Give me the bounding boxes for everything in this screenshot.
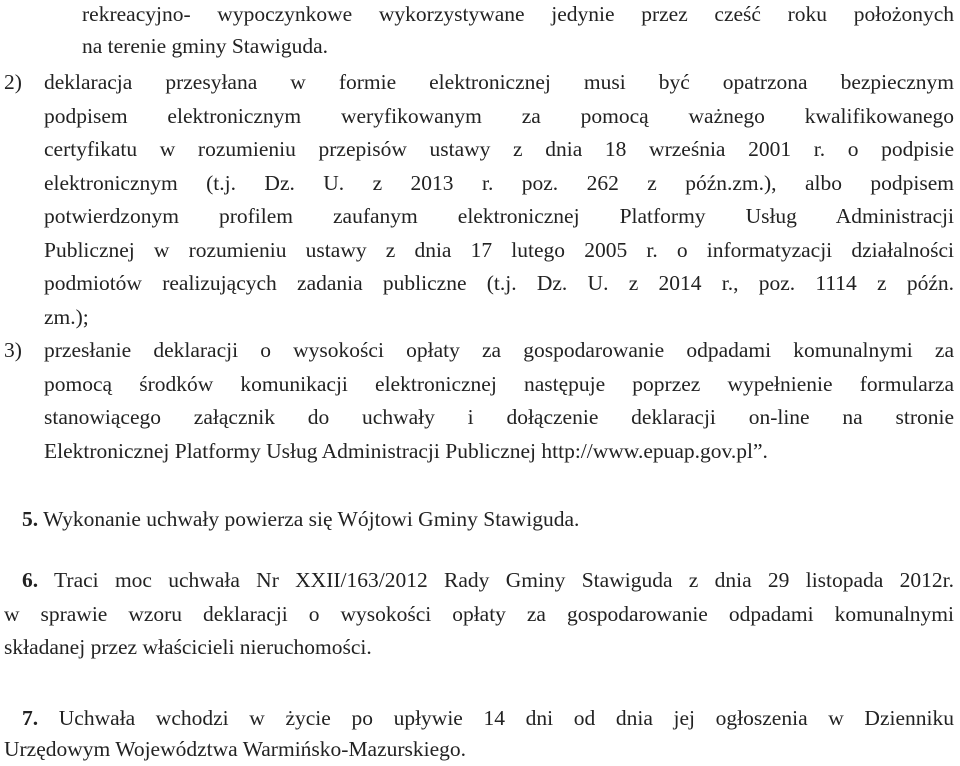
paragraph-7-text-1: Uchwała wchodzi w życie po upływie 14 dni od dnia jej ogłoszenia w Dzienniku [58, 706, 954, 730]
item-2-line-6: Publicznej w rozumieniu ustawy z dnia 17 lutego 2005 r. o informatyzacji działalności [44, 238, 954, 262]
item-2-line-8: zm.); [44, 305, 89, 329]
intro-line-1: rekreacyjno- wypoczynkowe wykorzystywane jedynie przez cześć roku położonych [82, 2, 954, 26]
item-3-line-1: przesłanie deklaracji o wysokości opłaty za gospodarowanie odpadami komunalnymi za [44, 338, 954, 362]
item-3-line-2: pomocą środków komunikacji elektronicznej następuje poprzez wypełnienie formularza [44, 372, 954, 396]
paragraph-6-line-3: składanej przez właścicieli nieruchomości. [4, 635, 372, 659]
paragraph-5-text: Wykonanie uchwały powierza się Wójtowi Gminy Stawiguda. [43, 507, 580, 531]
item-2-line-2: podpisem elektronicznym weryfikowanym za pomocą ważnego kwalifikowanego [44, 104, 954, 128]
paragraph-7-number: 7. [22, 706, 39, 730]
paragraph-6-text-1: Traci moc uchwała Nr XXII/163/2012 Rady Gminy Stawiguda z dnia 29 listopada 2012r. [54, 568, 954, 592]
item-2-line-3: certyfikatu w rozumieniu przepisów ustawy z dnia 18 września 2001 r. o podpisie [44, 137, 954, 161]
item-2-line-5: potwierdzonym profilem zaufanym elektronicznej Platformy Usług Administracji [44, 204, 954, 228]
paragraph-7-line-2: Urzędowym Województwa Warmińsko-Mazurskiego. [4, 737, 467, 761]
paragraph-5-number: 5. [22, 507, 39, 531]
item-3-number: 3) [4, 338, 22, 362]
paragraph-6-line-2: w sprawie wzoru deklaracji o wysokości opłaty za gospodarowanie odpadami komunalnymi [4, 602, 954, 626]
intro-line-2: na terenie gminy Stawiguda. [82, 34, 328, 58]
paragraph-6-number: 6. [22, 568, 39, 592]
paragraph-7-line-1 [22, 702, 954, 734]
paragraph-6-line-1 [22, 564, 954, 596]
item-3-line-3: stanowiącego załącznik do uchwały i dołączenie deklaracji on-line na stronie [44, 405, 954, 429]
paragraph-5 [22, 503, 579, 535]
item-2-line-1: deklaracja przesyłana w formie elektronicznej musi być opatrzona bezpiecznym [44, 70, 954, 94]
item-2-line-7: podmiotów realizujących zadania publiczne (t.j. Dz. U. z 2014 r., poz. 1114 z późn. [44, 271, 954, 295]
item-2-line-4: elektronicznym (t.j. Dz. U. z 2013 r. poz. 262 z późn.zm.), albo podpisem [44, 171, 954, 195]
item-2-number: 2) [4, 70, 22, 94]
item-3-line-4: Elektronicznej Platformy Usług Administracji Publicznej http://www.epuap.gov.pl”. [44, 439, 768, 463]
